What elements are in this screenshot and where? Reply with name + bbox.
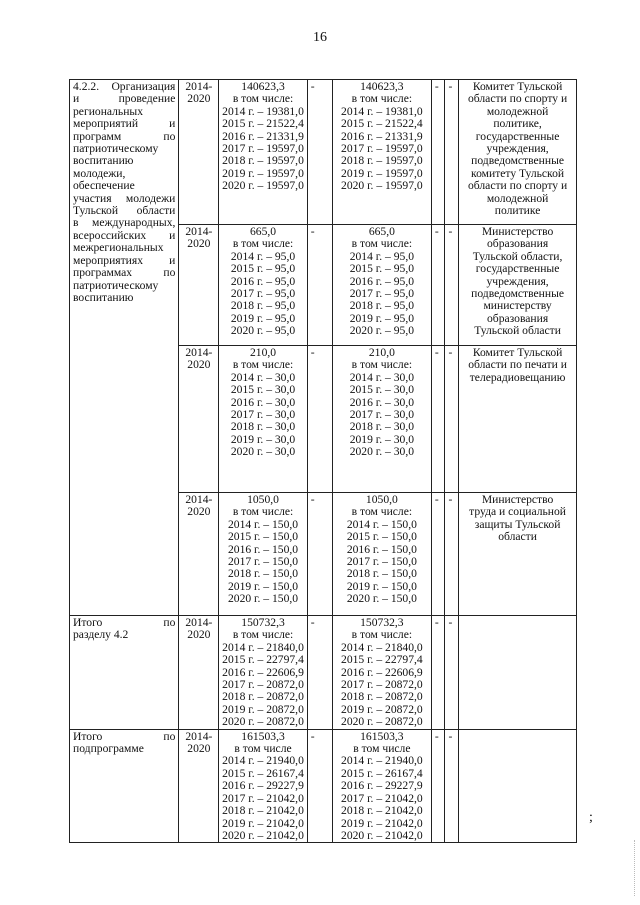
cell-text-line: образования	[487, 311, 549, 325]
cell-text-line: 2019 г. – 19597,0	[341, 166, 423, 180]
program-activities-table	[69, 79, 577, 843]
cell-text-line: 2016 г. – 30,0	[230, 395, 296, 409]
cell-text-line: 2015 г. – 22797,4	[222, 653, 304, 667]
cell-text-line: 2020	[187, 92, 211, 106]
cell-text-line: Комитет Тульской	[472, 346, 563, 359]
cell-text-line: патриотическому	[73, 142, 159, 156]
table-row	[70, 616, 577, 730]
cell-text-line: 2017 г. – 95,0	[349, 287, 415, 301]
regional-funding-cell	[332, 729, 431, 843]
executor-cell	[459, 80, 577, 225]
table-row	[70, 80, 577, 225]
cell-text-line: 2015 г. – 21522,4	[222, 117, 304, 131]
cell-text-line: 2017 г. – 150,0	[227, 555, 299, 569]
cell-text-line: 2016 г. – 29227,9	[222, 779, 304, 793]
cell-text-line: 161503,3	[241, 729, 285, 743]
cell-text-line: 140623,3	[360, 80, 404, 93]
federal-funding-cell: -	[307, 346, 332, 493]
cell-text-line: 1050,0	[365, 493, 398, 506]
cell-text-line: Министерство	[481, 225, 554, 238]
cell-text-line: 2020 г. – 95,0	[349, 324, 415, 338]
cell-text-line: государственные	[475, 262, 560, 276]
cell-text-line: 2014-	[185, 616, 213, 629]
cell-text-line: программ по	[73, 129, 176, 143]
cell-text-line: 1050,0	[247, 493, 279, 506]
cell-text-line: 2014-	[185, 729, 213, 743]
cell-text-line: 2014-	[185, 80, 213, 93]
cell-text-line: Тульской области	[474, 324, 561, 338]
cell-text-line: телерадиовещанию	[469, 370, 566, 384]
cell-text-line: 2020 г. – 21042,0	[341, 828, 423, 842]
cell-text-line: защиты Тульской	[474, 517, 561, 531]
cell-text-line: 150732,3	[360, 616, 404, 629]
cell-text-line: 2016 г. – 21331,9	[222, 129, 304, 143]
total-funding-cell	[219, 493, 307, 616]
extrabudget-funding-cell: -	[445, 493, 459, 616]
cell-text-line: 2014 г. – 30,0	[230, 370, 296, 384]
cell-text-line: в том числе	[353, 742, 411, 756]
municipal-funding-cell: -	[431, 346, 445, 493]
cell-text-line: 2015 г. – 95,0	[349, 262, 415, 276]
cell-text-line: 2020 г. – 19597,0	[341, 179, 423, 193]
cell-text-line: учреждения,	[486, 274, 549, 288]
cell-text-line: в международных,	[73, 216, 176, 230]
cell-text-line: 2015 г. – 26167,4	[222, 766, 304, 780]
cell-text-line: мероприятий и	[73, 117, 176, 131]
extrabudget-funding-cell: -	[445, 80, 459, 225]
cell-text-line: 2016 г. – 22606,9	[222, 665, 304, 679]
executor-cell	[459, 729, 577, 843]
cell-text-line: Итого по	[73, 729, 176, 743]
cell-text-line: 2020 г. – 19597,0	[222, 179, 304, 193]
cell-text-line: 665,0	[249, 225, 277, 238]
extrabudget-funding-cell: -	[445, 616, 459, 730]
period-cell	[179, 80, 219, 225]
cell-text-line: всероссийских и	[73, 228, 176, 242]
cell-text-line: 2014-	[185, 346, 213, 359]
regional-funding-cell	[332, 616, 431, 730]
cell-text-line: 2019 г. – 30,0	[230, 432, 296, 446]
cell-text-line: 2015 г. – 30,0	[349, 383, 415, 397]
cell-text-line: 2014 г. – 21940,0	[222, 754, 304, 768]
cell-text-line: патриотическому	[73, 278, 159, 292]
cell-text-line: 2014 г. – 95,0	[230, 249, 296, 263]
regional-funding-cell	[332, 493, 431, 616]
cell-text-line: в том числе:	[232, 92, 294, 106]
period-cell	[179, 346, 219, 493]
table-row	[70, 729, 577, 843]
cell-text-line: в том числе:	[351, 628, 413, 642]
cell-text-line: 2018 г. – 20872,0	[341, 690, 423, 704]
cell-text-line: 2017 г. – 19597,0	[222, 142, 304, 156]
municipal-funding-cell: -	[431, 80, 445, 225]
cell-text-line: мероприятиях и	[73, 253, 176, 267]
cell-text-line: 2020 г. – 21042,0	[222, 828, 304, 842]
cell-text-line: 2020 г. – 30,0	[349, 445, 415, 459]
cell-text-line: молодежной	[486, 104, 549, 118]
cell-text-line: 2020 г. – 30,0	[230, 445, 296, 459]
cell-text-line: министерству	[483, 299, 552, 313]
cell-text-line: 2016 г. – 21331,9	[341, 129, 423, 143]
extrabudget-funding-cell: -	[445, 225, 459, 346]
cell-text-line: 2020	[187, 628, 211, 642]
cell-text-line: 2019 г. – 19597,0	[222, 166, 304, 180]
cell-text-line: комитету Тульской	[471, 166, 565, 180]
cell-text-line: области по спорту и	[467, 179, 568, 193]
total-funding-cell	[219, 225, 307, 346]
cell-text-line: 2019 г. – 95,0	[349, 311, 415, 325]
cell-text-line: 2017 г. – 21042,0	[341, 791, 423, 805]
cell-text-line: 2014-	[185, 493, 213, 506]
cell-text-line: в том числе:	[232, 237, 294, 251]
cell-text-line: 2016 г. – 22606,9	[341, 665, 423, 679]
municipal-funding-cell: -	[431, 729, 445, 843]
cell-text-line: 2020 г. – 20872,0	[222, 715, 304, 729]
cell-text-line: 2014 г. – 21840,0	[222, 640, 304, 654]
cell-text-line: образования	[487, 237, 549, 251]
cell-text-line: межрегиональных	[73, 241, 164, 255]
period-cell	[179, 729, 219, 843]
cell-text-line: 2019 г. – 150,0	[346, 579, 417, 593]
executor-cell	[459, 493, 577, 616]
cell-text-line: 2018 г. – 150,0	[346, 567, 417, 581]
cell-text-line: 2020	[187, 505, 211, 519]
cell-text-line: 2016 г. – 29227,9	[341, 779, 423, 793]
cell-text-line: в том числе:	[232, 505, 294, 519]
cell-text-line: 2017 г. – 95,0	[230, 287, 296, 301]
cell-text-line: 2019 г. – 20872,0	[341, 702, 423, 716]
cell-text-line: 2018 г. – 150,0	[227, 567, 299, 581]
cell-text-line: 4.2.2. Организация	[73, 80, 176, 93]
federal-funding-cell: -	[307, 225, 332, 346]
cell-text-line: и проведение	[73, 92, 176, 106]
cell-text-line: воспитанию	[73, 290, 134, 304]
cell-text-line: 2015 г. – 95,0	[230, 262, 296, 276]
cell-text-line: 2014 г. – 150,0	[346, 517, 417, 531]
regional-funding-cell	[332, 225, 431, 346]
cell-text-line: в том числе:	[351, 358, 413, 372]
cell-text-line: в том числе:	[232, 358, 294, 372]
cell-text-line: 2014 г. – 21940,0	[341, 754, 423, 768]
cell-text-line: в том числе	[234, 742, 292, 756]
cell-text-line: в том числе:	[351, 505, 413, 519]
total-funding-cell	[219, 616, 307, 730]
cell-text-line: подведомственные	[471, 287, 565, 301]
cell-text-line: 2016 г. – 150,0	[346, 542, 417, 556]
cell-text-line: в том числе:	[351, 92, 413, 106]
cell-text-line: 2015 г. – 150,0	[346, 530, 417, 544]
cell-text-line: 2020 г. – 95,0	[230, 324, 296, 338]
cell-text-line: области	[498, 530, 537, 544]
cell-text-line: 2020 г. – 150,0	[227, 592, 299, 606]
cell-text-line: 2014 г. – 95,0	[349, 249, 415, 263]
cell-text-line: подпрограмме	[73, 742, 144, 756]
cell-text-line: 2015 г. – 22797,4	[341, 653, 423, 667]
cell-text-line: Министерство	[481, 493, 554, 506]
trailing-semicolon: ;	[589, 810, 593, 825]
cell-text-line: Тульской области	[73, 204, 176, 218]
cell-text-line: 2020 г. – 150,0	[346, 592, 417, 606]
cell-text-line: программах по	[73, 266, 176, 280]
cell-text-line: разделу 4.2	[73, 628, 129, 642]
regional-funding-cell	[332, 80, 431, 225]
municipal-funding-cell: -	[431, 493, 445, 616]
total-funding-cell	[219, 346, 307, 493]
subprogram-total-label-cell	[70, 729, 179, 843]
cell-text-line: воспитанию	[73, 154, 134, 168]
cell-text-line: 2019 г. – 21042,0	[341, 816, 423, 830]
municipal-funding-cell: -	[431, 616, 445, 730]
section-total-label-cell	[70, 616, 179, 730]
cell-text-line: 210,0	[368, 346, 395, 359]
cell-text-line: обеспечение	[73, 179, 135, 193]
extrabudget-funding-cell: -	[445, 729, 459, 843]
cell-text-line: в том числе:	[232, 628, 294, 642]
cell-text-line: 2019 г. – 21042,0	[222, 816, 304, 830]
cell-text-line: 2020	[187, 358, 211, 372]
cell-text-line: Итого по	[73, 616, 176, 629]
cell-text-line: 2017 г. – 20872,0	[341, 678, 423, 692]
cell-text-line: 2019 г. – 150,0	[227, 579, 299, 593]
activity-name-cell	[70, 80, 179, 616]
cell-text-line: области по спорту и	[467, 92, 568, 106]
cell-text-line: 2020	[187, 237, 211, 251]
cell-text-line: участия молодежи	[73, 191, 176, 205]
federal-funding-cell: -	[307, 80, 332, 225]
cell-text-line: 2016 г. – 95,0	[230, 274, 296, 288]
cell-text-line: в том числе:	[351, 237, 413, 251]
cell-text-line: 2018 г. – 95,0	[349, 299, 415, 313]
executor-cell	[459, 225, 577, 346]
cell-text-line: 2017 г. – 30,0	[230, 408, 296, 422]
cell-text-line: 2019 г. – 20872,0	[222, 702, 304, 716]
cell-text-line: 2014 г. – 30,0	[349, 370, 415, 384]
cell-text-line: подведомственные	[471, 154, 565, 168]
cell-text-line: 150732,3	[241, 616, 285, 629]
executor-cell	[459, 616, 577, 730]
cell-text-line: 2016 г. – 95,0	[349, 274, 415, 288]
cell-text-line: 210,0	[249, 346, 277, 359]
cell-text-line: 2018 г. – 19597,0	[222, 154, 304, 168]
cell-text-line: 2020	[187, 742, 211, 756]
cell-text-line: области по печати и	[468, 358, 567, 372]
cell-text-line: 2018 г. – 30,0	[349, 420, 415, 434]
cell-text-line: молодежной	[486, 191, 549, 205]
period-cell	[179, 225, 219, 346]
cell-text-line: 2016 г. – 150,0	[227, 542, 299, 556]
total-funding-cell	[219, 80, 307, 225]
cell-text-line: 2018 г. – 95,0	[230, 299, 296, 313]
cell-text-line: 2019 г. – 30,0	[349, 432, 415, 446]
scan-edge-marks	[634, 840, 638, 896]
cell-text-line: 2018 г. – 19597,0	[341, 154, 423, 168]
federal-funding-cell: -	[307, 729, 332, 843]
period-cell	[179, 616, 219, 730]
cell-text-line: 2017 г. – 30,0	[349, 408, 415, 422]
cell-text-line: 2017 г. – 20872,0	[222, 678, 304, 692]
cell-text-line: 2015 г. – 30,0	[230, 383, 296, 397]
cell-text-line: 2018 г. – 21042,0	[341, 804, 423, 818]
period-cell	[179, 493, 219, 616]
cell-text-line: 2014 г. – 19381,0	[341, 104, 423, 118]
cell-text-line: региональных	[73, 104, 144, 118]
cell-text-line: политике	[494, 204, 541, 218]
extrabudget-funding-cell: -	[445, 346, 459, 493]
cell-text-line: 2014 г. – 150,0	[227, 517, 299, 531]
cell-text-line: 140623,3	[241, 80, 285, 93]
cell-text-line: молодежи,	[73, 166, 126, 180]
page-number: 16	[313, 30, 327, 45]
executor-cell	[459, 346, 577, 493]
cell-text-line: 161503,3	[360, 729, 404, 743]
municipal-funding-cell: -	[431, 225, 445, 346]
cell-text-line: 2018 г. – 20872,0	[222, 690, 304, 704]
cell-text-line: 2015 г. – 26167,4	[341, 766, 423, 780]
cell-text-line: политике,	[493, 117, 542, 131]
cell-text-line: 2020 г. – 20872,0	[341, 715, 423, 729]
cell-text-line: 2015 г. – 150,0	[227, 530, 299, 544]
cell-text-line: 2017 г. – 21042,0	[222, 791, 304, 805]
cell-text-line: 2014 г. – 19381,0	[222, 104, 304, 118]
cell-text-line: 2019 г. – 95,0	[230, 311, 296, 325]
cell-text-line: 2018 г. – 30,0	[230, 420, 296, 434]
cell-text-line: труда и социальной	[469, 505, 566, 519]
total-funding-cell	[219, 729, 307, 843]
cell-text-line: 2017 г. – 150,0	[346, 555, 417, 569]
federal-funding-cell: -	[307, 493, 332, 616]
cell-text-line: Комитет Тульской	[472, 80, 563, 93]
cell-text-line: государственные	[475, 129, 560, 143]
regional-funding-cell	[332, 346, 431, 493]
cell-text-line: 2016 г. – 30,0	[349, 395, 415, 409]
cell-text-line: Тульской области,	[472, 249, 563, 263]
federal-funding-cell: -	[307, 616, 332, 730]
cell-text-line: 2015 г. – 21522,4	[341, 117, 423, 131]
cell-text-line: 2018 г. – 21042,0	[222, 804, 304, 818]
cell-text-line: 2014 г. – 21840,0	[341, 640, 423, 654]
cell-text-line: 2017 г. – 19597,0	[341, 142, 423, 156]
cell-text-line: учреждения,	[486, 142, 549, 156]
cell-text-line: 2014-	[185, 225, 213, 238]
cell-text-line: 665,0	[368, 225, 395, 238]
